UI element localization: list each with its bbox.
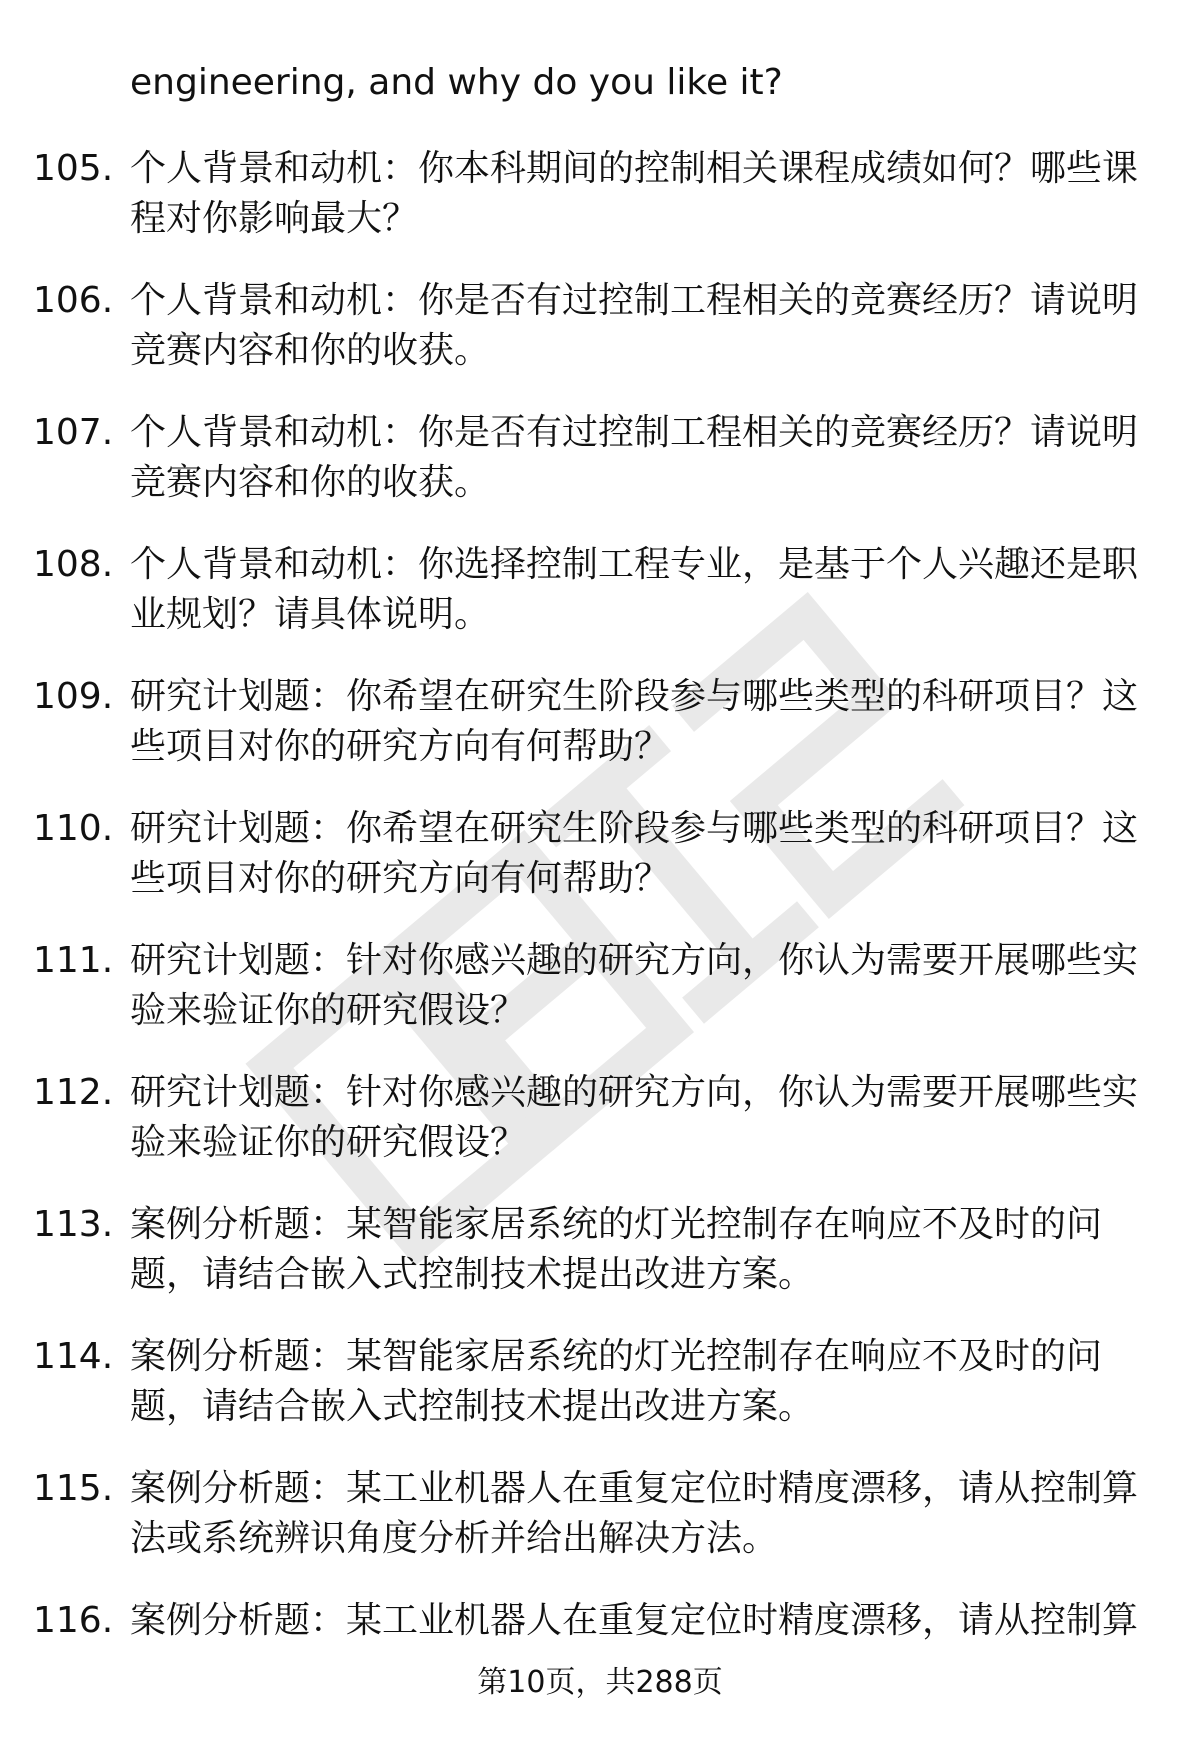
question-item xyxy=(0,1068,1200,1200)
question-text: 案例分析题：某工业机器人在重复定位时精度漂移，请从控制算 xyxy=(130,1600,1139,1641)
page-footer: 第10页，共288页 xyxy=(477,1665,723,1700)
question-number: 109. xyxy=(33,676,114,717)
question-number: 111. xyxy=(33,940,114,981)
continuation-text: engineering, and why do you like it? xyxy=(130,62,783,103)
question-item xyxy=(0,804,1200,936)
question-number: 115. xyxy=(33,1468,114,1509)
question-number: 112. xyxy=(33,1072,114,1113)
question-number: 108. xyxy=(33,544,114,585)
question-number: 105. xyxy=(33,148,114,189)
question-text: 研究计划题：针对你感兴趣的研究方向，你认为需要开展哪些实验来验证你的研究假设？ xyxy=(130,1072,1139,1163)
question-text: 个人背景和动机：你选择控制工程专业，是基于个人兴趣还是职业规划？请具体说明。 xyxy=(130,544,1139,635)
question-text: 研究计划题：你希望在研究生阶段参与哪些类型的科研项目？这些项目对你的研究方向有何帮助？ xyxy=(130,808,1139,899)
question-item xyxy=(0,936,1200,1068)
question-number: 114. xyxy=(33,1336,114,1377)
question-text: 个人背景和动机：你是否有过控制工程相关的竞赛经历？请说明竞赛内容和你的收获。 xyxy=(130,280,1139,371)
question-text: 个人背景和动机：你是否有过控制工程相关的竞赛经历？请说明竞赛内容和你的收获。 xyxy=(130,412,1139,503)
question-number: 107. xyxy=(33,412,114,453)
question-text: 案例分析题：某智能家居系统的灯光控制存在响应不及时的问题，请结合嵌入式控制技术提出改进方案。 xyxy=(130,1336,1103,1427)
question-text: 个人背景和动机：你本科期间的控制相关课程成绩如何？哪些课程对你影响最大？ xyxy=(130,148,1139,239)
question-text: 案例分析题：某工业机器人在重复定位时精度漂移，请从控制算法或系统辨识角度分析并给出解决方法。 xyxy=(130,1468,1139,1559)
question-text: 研究计划题：你希望在研究生阶段参与哪些类型的科研项目？这些项目对你的研究方向有何帮助？ xyxy=(130,676,1139,767)
question-text: 案例分析题：某智能家居系统的灯光控制存在响应不及时的问题，请结合嵌入式控制技术提出改进方案。 xyxy=(130,1204,1103,1295)
question-item xyxy=(0,144,1200,276)
question-item xyxy=(0,1332,1200,1464)
question-item xyxy=(0,276,1200,408)
question-item xyxy=(0,1464,1200,1596)
question-item xyxy=(0,672,1200,804)
question-list xyxy=(0,144,1200,1728)
question-number: 106. xyxy=(33,280,114,321)
question-item xyxy=(0,1596,1200,1728)
question-number: 113. xyxy=(33,1204,114,1245)
question-item xyxy=(0,540,1200,672)
question-item xyxy=(0,1200,1200,1332)
question-item xyxy=(0,408,1200,540)
question-number: 116. xyxy=(33,1600,114,1641)
question-text: 研究计划题：针对你感兴趣的研究方向，你认为需要开展哪些实验来验证你的研究假设？ xyxy=(130,940,1139,1031)
question-number: 110. xyxy=(33,808,114,849)
